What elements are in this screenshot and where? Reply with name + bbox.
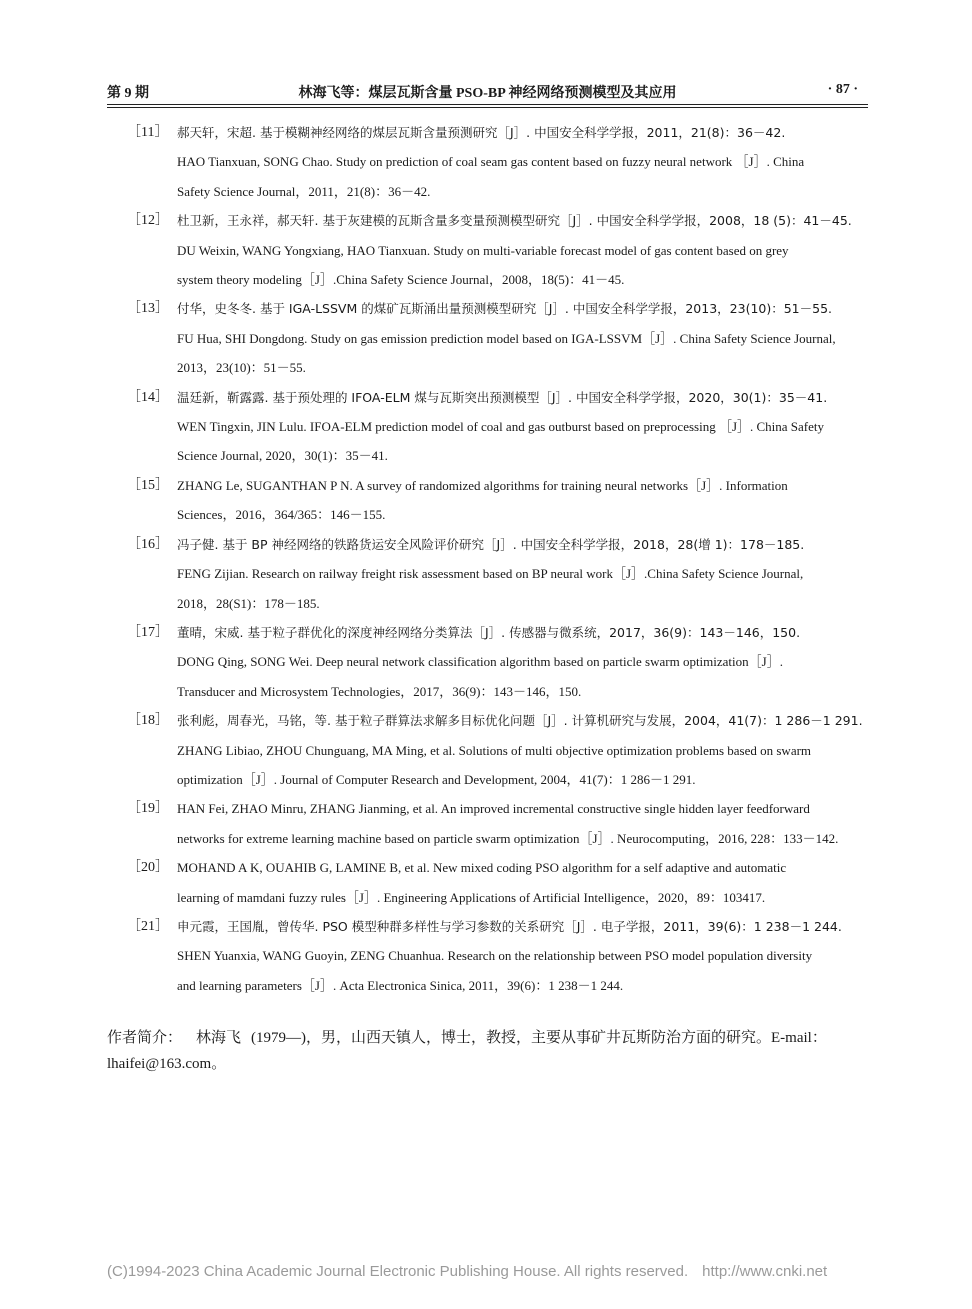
reference-number: ［15］ bbox=[127, 477, 169, 493]
reference-line: Safety Science Journal，2011，21(8)：36－42. bbox=[177, 183, 431, 199]
reference-line: FU Hua, SHI Dongdong. Study on gas emission prediction model based on IGA-LSSVM［J］. China Safety Science Journal, bbox=[177, 330, 836, 346]
reference-item bbox=[107, 383, 869, 471]
reference-item bbox=[107, 618, 869, 706]
copyright-footer bbox=[107, 1263, 827, 1280]
reference-line: DU Weixin, WANG Yongxiang, HAO Tianxuan. Study on multi-variable forecast model of gas content based on grey bbox=[177, 242, 789, 258]
reference-item bbox=[107, 794, 869, 853]
issue-number: 第 9 期 bbox=[107, 86, 149, 101]
page-number: · 87 · bbox=[827, 82, 858, 97]
reference-line: 付华，史冬冬. 基于 IGA-LSSVM 的煤矿瓦斯涌出量预测模型研究［J］. 中国安全科学学报，2013，23(10)：51－55. bbox=[177, 301, 833, 317]
reference-line: 冯子健. 基于 BP 神经网络的铁路货运安全风险评价研究［J］. 中国安全科学学报，2018，28(增 1)：178－185. bbox=[177, 536, 805, 552]
reference-line: and learning parameters［J］. Acta Electronica Sinica, 2011，39(6)：1 238－1 244. bbox=[177, 977, 624, 993]
reference-item bbox=[107, 118, 869, 206]
author-bio-text: (1979—)，男，山西天镇人，博士，教授，主要从事矿井瓦斯防治方面的研究。E-mail：lhaifei@163.com。 bbox=[107, 1030, 827, 1072]
reference-number: ［16］ bbox=[127, 536, 169, 552]
reference-line: Transducer and Microsystem Technologies，2017，36(9)：143－146，150. bbox=[177, 683, 582, 699]
reference-line: 2013，23(10)：51－55. bbox=[177, 360, 306, 376]
reference-list bbox=[107, 118, 869, 1000]
reference-number: ［18］ bbox=[127, 713, 169, 729]
reference-number: ［14］ bbox=[127, 389, 169, 405]
reference-number: ［11］ bbox=[127, 125, 169, 140]
reference-line: 申元霞，王国胤，曾传华. PSO 模型种群多样性与学习参数的关系研究［J］. 电子学报，2011，39(6)：1 238－1 244. bbox=[177, 918, 842, 934]
reference-number: ［12］ bbox=[127, 213, 169, 229]
reference-line: 郝天轩，宋超. 基于模糊神经网络的煤层瓦斯含量预测研究［J］. 中国安全科学学报，2011，21(8)：36－42. bbox=[177, 125, 786, 140]
reference-number: ［21］ bbox=[127, 918, 169, 934]
reference-line: 温廷新，靳露露. 基于预处理的 IFOA-ELM 煤与瓦斯突出预测模型［J］. 中国安全科学学报，2020，30(1)：35－41. bbox=[177, 389, 828, 405]
reference-number: ［17］ bbox=[127, 624, 169, 640]
reference-line: SHEN Yuanxia, WANG Guoyin, ZENG Chuanhua. Research on the relationship between PSO model population diversity bbox=[177, 948, 813, 964]
header-rule bbox=[107, 104, 868, 108]
reference-number: ［19］ bbox=[127, 801, 169, 817]
reference-item bbox=[107, 706, 869, 794]
reference-number: ［13］ bbox=[127, 301, 169, 317]
reference-line: WEN Tingxin, JIN Lulu. IFOA-ELM prediction model of coal and gas outburst based on preprocessing ［J］. China Safety bbox=[177, 419, 825, 435]
cnki-link[interactable]: http://www.cnki.net bbox=[702, 1263, 828, 1280]
author-bio-label: 作者简介： bbox=[107, 1028, 183, 1046]
page-header bbox=[107, 80, 868, 104]
reference-line: system theory modeling［J］.China Safety Science Journal，2008，18(5)：41－45. bbox=[177, 272, 625, 288]
reference-line: MOHAND A K, OUAHIB G, LAMINE B, et al. New mixed coding PSO algorithm for a self adaptive and automatic bbox=[177, 860, 787, 876]
reference-line: HAO Tianxuan, SONG Chao. Study on prediction of coal seam gas content based on fuzzy neural network ［J］. China bbox=[177, 154, 805, 170]
reference-number: ［20］ bbox=[127, 860, 169, 876]
reference-item bbox=[107, 530, 869, 618]
reference-line: 董晴，宋威. 基于粒子群优化的深度神经网络分类算法［J］. 传感器与微系统，2017，36(9)：143－146，150. bbox=[177, 624, 801, 640]
reference-line: 杜卫新，王永祥，郝天轩. 基于灰建模的瓦斯含量多变量预测模型研究［J］. 中国安全科学学报，2008，18 (5)：41－45. bbox=[177, 213, 852, 229]
reference-line: HAN Fei, ZHAO Minru, ZHANG Jianming, et al. An improved incremental constructive single hidden layer feedforward bbox=[177, 801, 810, 817]
reference-line: ZHANG Libiao, ZHOU Chunguang, MA Ming, et al. Solutions of multi objective optimization problems based on swarm bbox=[177, 742, 812, 758]
reference-line: FENG Zijian. Research on railway freight risk assessment based on BP neural work［J］.China Safety Science Journal, bbox=[177, 566, 804, 582]
author-bio bbox=[107, 1024, 869, 1077]
reference-line: networks for extreme learning machine based on particle swarm optimization［J］. Neurocomputing，2016, 228：133－142. bbox=[177, 830, 839, 846]
copyright-text: (C)1994-2023 China Academic Journal Electronic Publishing House. All rights reserved. bbox=[107, 1263, 689, 1280]
reference-item bbox=[107, 206, 869, 294]
reference-line: optimization［J］. Journal of Computer Research and Development, 2004，41(7)：1 286－1 291. bbox=[177, 771, 696, 787]
reference-line: DONG Qing, SONG Wei. Deep neural network classification algorithm based on particle swarm optimization［J］. bbox=[177, 654, 783, 670]
reference-line: Science Journal, 2020，30(1)：35－41. bbox=[177, 448, 388, 464]
running-title: 林海飞等：煤层瓦斯含量 PSO-BP 神经网络预测模型及其应用 bbox=[298, 86, 677, 101]
reference-line: 2018，28(S1)：178－185. bbox=[177, 595, 320, 611]
reference-line: 张利彪，周春光，马铭，等. 基于粒子群算法求解多目标优化问题［J］. 计算机研究与发展，2004，41(7)：1 286－1 291. bbox=[177, 713, 863, 729]
author-name: 林海飞 bbox=[196, 1028, 242, 1046]
reference-item bbox=[107, 471, 869, 530]
reference-line: Sciences，2016，364/365：146－155. bbox=[177, 507, 386, 523]
reference-item bbox=[107, 294, 869, 382]
reference-line: learning of mamdani fuzzy rules［J］. Engineering Applications of Artificial Intelligence，2020，89：103417. bbox=[177, 889, 766, 905]
reference-item bbox=[107, 912, 869, 1000]
reference-line: ZHANG Le, SUGANTHAN P N. A survey of randomized algorithms for training neural networks［J］. Information bbox=[177, 477, 788, 493]
reference-item bbox=[107, 853, 869, 912]
